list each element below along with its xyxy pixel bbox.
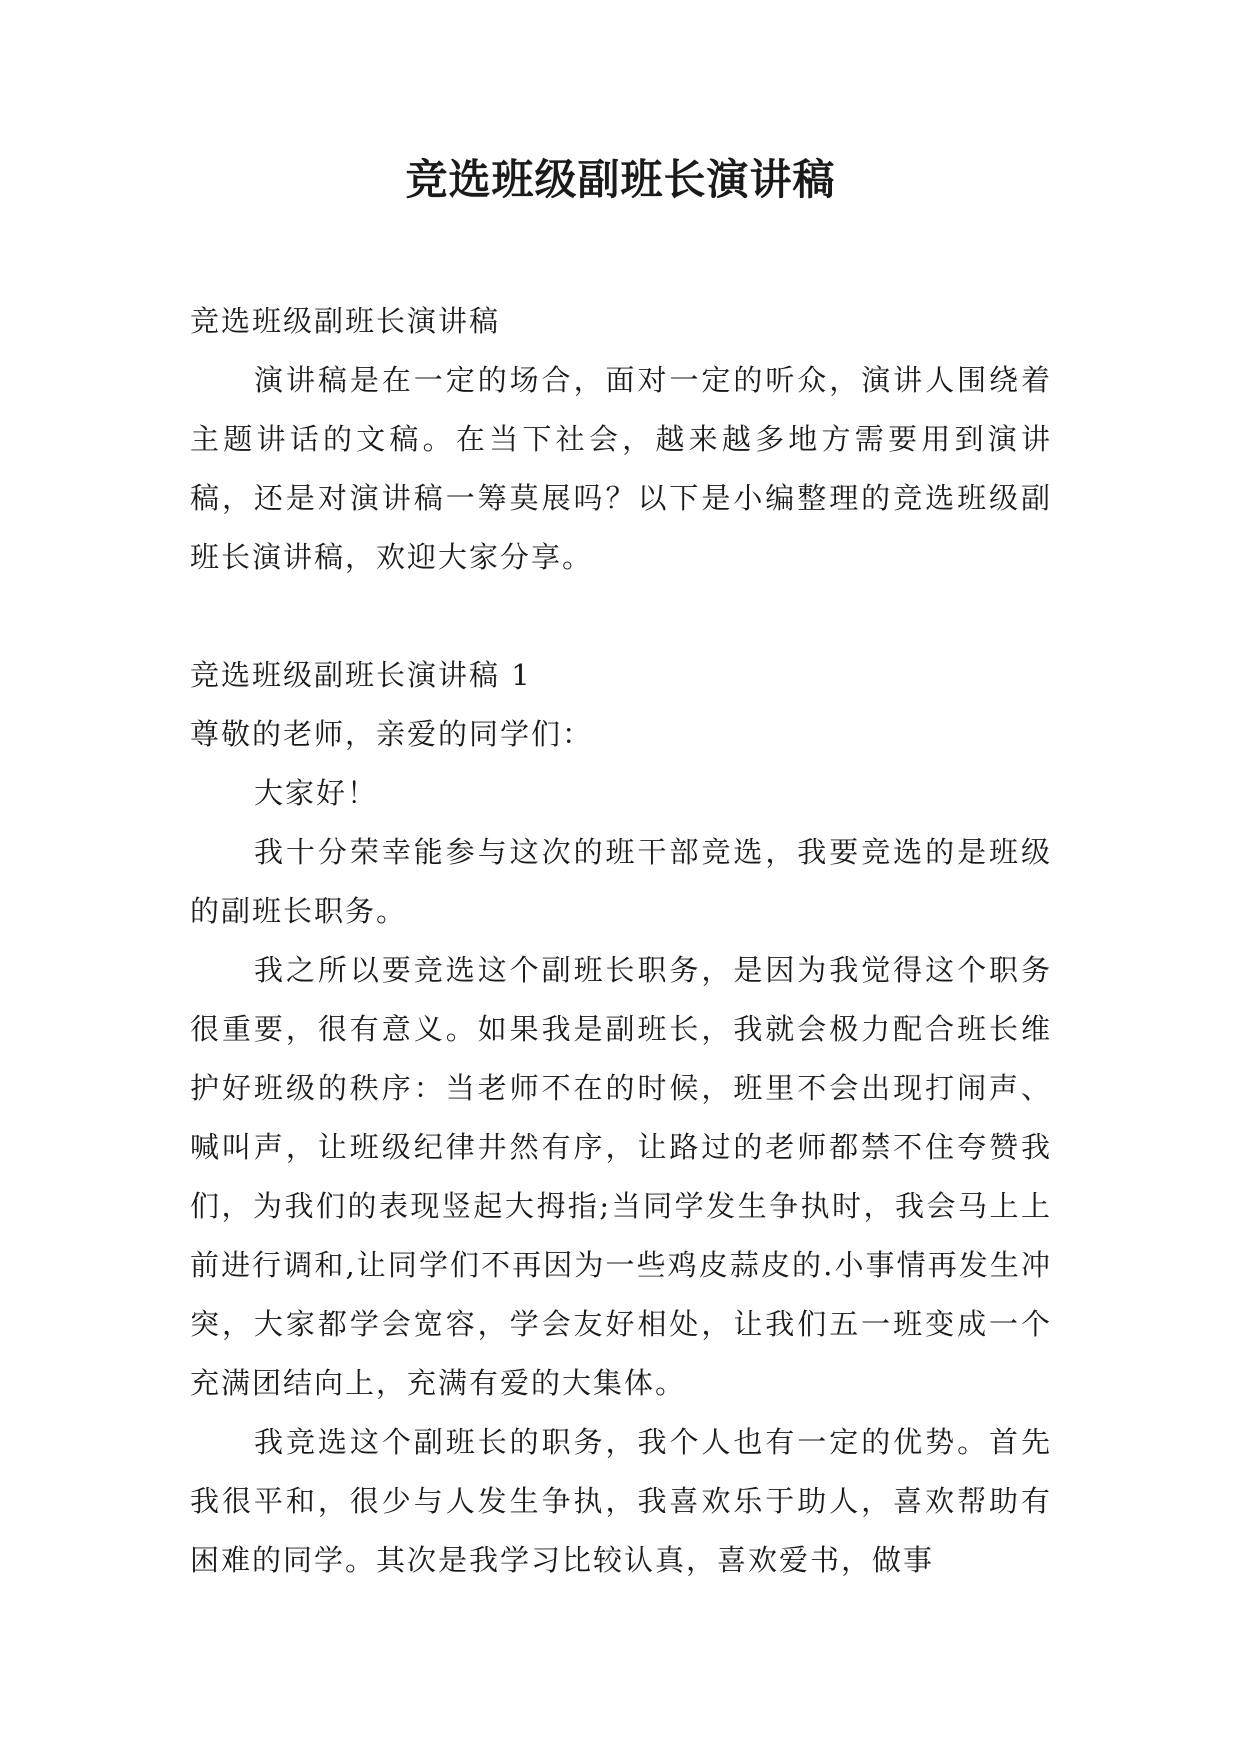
section-heading: 竞选班级副班长演讲稿 1 bbox=[190, 658, 532, 692]
section-gap bbox=[190, 587, 1052, 646]
body-paragraph: 我竞选这个副班长的职务，我个人也有一定的优势。首先我很平和，很少与人发生争执，我喜欢乐于助人，喜欢帮助有困难的同学。其次是我学习比较认真，喜欢爱书，做事 bbox=[190, 1425, 1052, 1577]
greeting: 大家好！ bbox=[254, 776, 379, 810]
document-body bbox=[190, 292, 1052, 1590]
salutation: 尊敬的老师，亲爱的同学们： bbox=[190, 717, 594, 751]
body-paragraph: 我之所以要竞选这个副班长职务，是因为我觉得这个职务很重要，很有意义。如果我是副班长，我就会极力配合班长维护好班级的秩序：当老师不在的时候，班里不会出现打闹声、喊叫声，让班级纪律井然有序，让路过的老师都禁不住夸赞我们，为我们的表现竖起大拇指;当同学发生争执时，我会马上上前进行调和,让同学们不再因为一些鸡皮蒜皮的.小事情再发生冲突，大家都学会宽容，学会友好相处，让我们五一班变成一个充满团结向上，充满有爱的大集体。 bbox=[190, 953, 1052, 1400]
body-paragraph: 我十分荣幸能参与这次的班干部竞选，我要竞选的是班级的副班长职务。 bbox=[190, 835, 1052, 928]
intro-paragraph: 演讲稿是在一定的场合，面对一定的听众，演讲人围绕着主题讲话的文稿。在当下社会，越来越多地方需要用到演讲稿，还是对演讲稿一筹莫展吗？以下是小编整理的竞选班级副班长演讲稿，欢迎大家分享。 bbox=[190, 363, 1052, 574]
subtitle: 竞选班级副班长演讲稿 bbox=[190, 304, 501, 338]
document-title: 竞选班级副班长演讲稿 bbox=[405, 155, 836, 204]
